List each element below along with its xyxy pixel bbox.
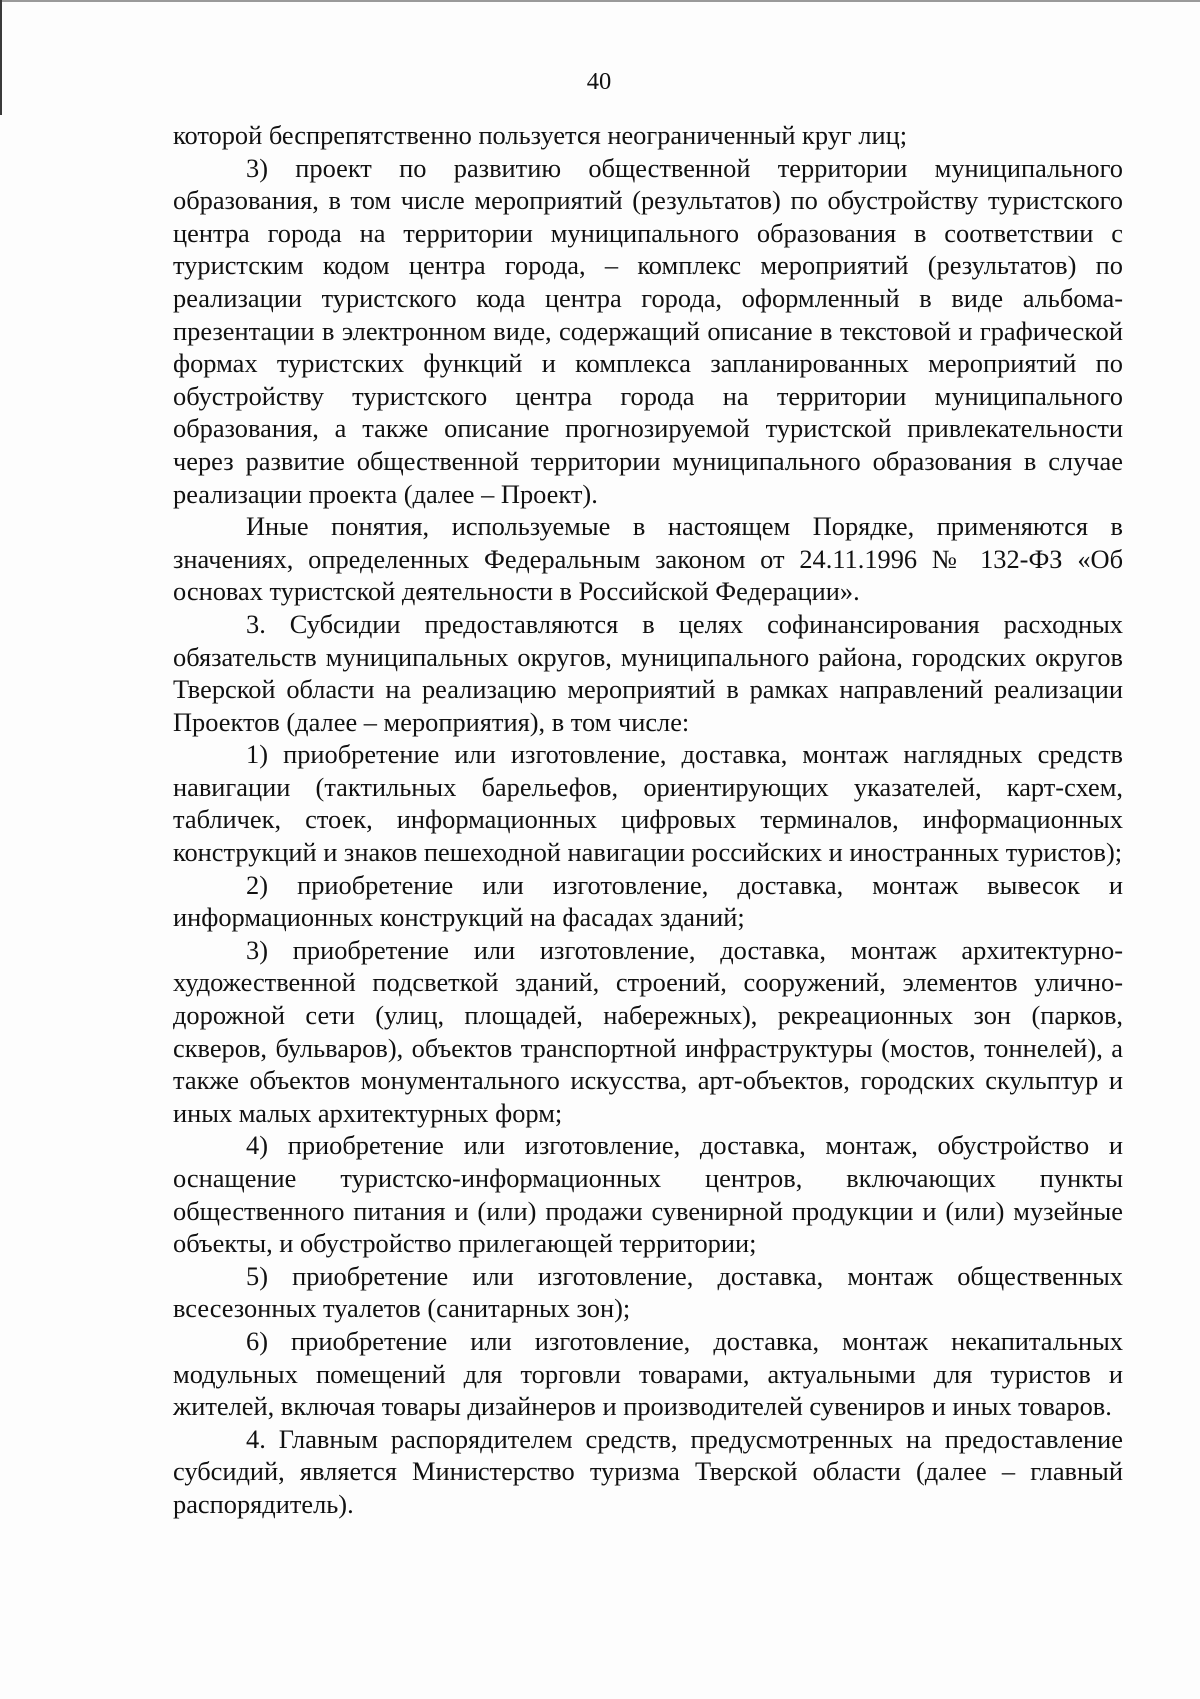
scan-edge-left (0, 0, 2, 115)
list-item-5: 5) приобретение или изготовление, доставка, монтаж общественных всесезонных туалетов (санитарных зон); (173, 1260, 1123, 1324)
document-body (173, 119, 1123, 1521)
list-item-2: 2) приобретение или изготовление, доставка, монтаж вывесок и информационных конструкций на фасадах зданий; (173, 869, 1123, 933)
paragraph-continuation: которой беспрепятственно пользуется неограниченный круг лиц; (173, 120, 908, 150)
paragraph-other-terms: Иные понятия, используемые в настоящем Порядке, применяются в значениях, определенных Федеральным законом от 24.11.1996 № 132-ФЗ «Об основах туристской деятельности в Российской Федерации». (173, 511, 1123, 607)
page-number: 40 (586, 68, 612, 95)
paragraph-section-3: 3. Субсидии предоставляются в целях софинансирования расходных обязательств муниципальных округов, муниципального района, городских округов Тверской области на реализацию мероприятий в рамках направлений реализации Проектов (далее – мероприятия), в том числе: (173, 608, 1123, 737)
list-item-4: 4) приобретение или изготовление, доставка, монтаж, обустройство и оснащение туристско-информационных центров, включающих пункты общественного питания и (или) продажи сувенирной продукции и (или) музейные объекты, и обустройство прилегающей территории; (173, 1130, 1123, 1259)
list-item-6: 6) приобретение или изготовление, доставка, монтаж некапитальных модульных помещений для торговли товарами, актуальными для туристов и жителей, включая товары дизайнеров и производителей сувениров и иных товаров. (173, 1325, 1123, 1422)
paragraph-definition-project: 3) проект по развитию общественной территории муниципального образования, в том числе мероприятий (результатов) по обустройству туристского центра города на территории муниципального образования в соответствии с туристским кодом центра города, – комплекс мероприятий (результатов) по реализации туристского кода центра города, оформленный в виде альбома-презентации в электронном виде, содержащий описание в текстовой и графической формах туристских функций и комплекса запланированных мероприятий по обустройству туристского центра города на территории муниципального образования, а также описание прогнозируемой туристской привлекательности через развитие общественной территории муниципального образования в случае реализации проекта (далее – Проект). (173, 152, 1123, 509)
paragraph-section-4: 4. Главным распорядителем средств, предусмотренных на предоставление субсидий, является Министерство туризма Тверской области (далее – главный распорядитель). (173, 1423, 1123, 1519)
list-item-3: 3) приобретение или изготовление, доставка, монтаж архитектурно-художественной подсветкой зданий, строений, сооружений, элементов улично-дорожной сети (улиц, площадей, набережных), рекреационных зон (парков, скверов, бульваров), объектов транспортной инфраструктуры (мостов, тоннелей), а также объектов монументального искусства, арт-объектов, городских скульптур и иных малых архитектурных форм; (173, 934, 1123, 1128)
list-item-1: 1) приобретение или изготовление, доставка, монтаж наглядных средств навигации (тактильных барельефов, ориентирующих указателей, карт-схем, табличек, стоек, информационных цифровых терминалов, информационных конструкций и знаков пешеходной навигации российских и иностранных туристов); (173, 739, 1123, 868)
scan-edge-top (0, 0, 1200, 2)
